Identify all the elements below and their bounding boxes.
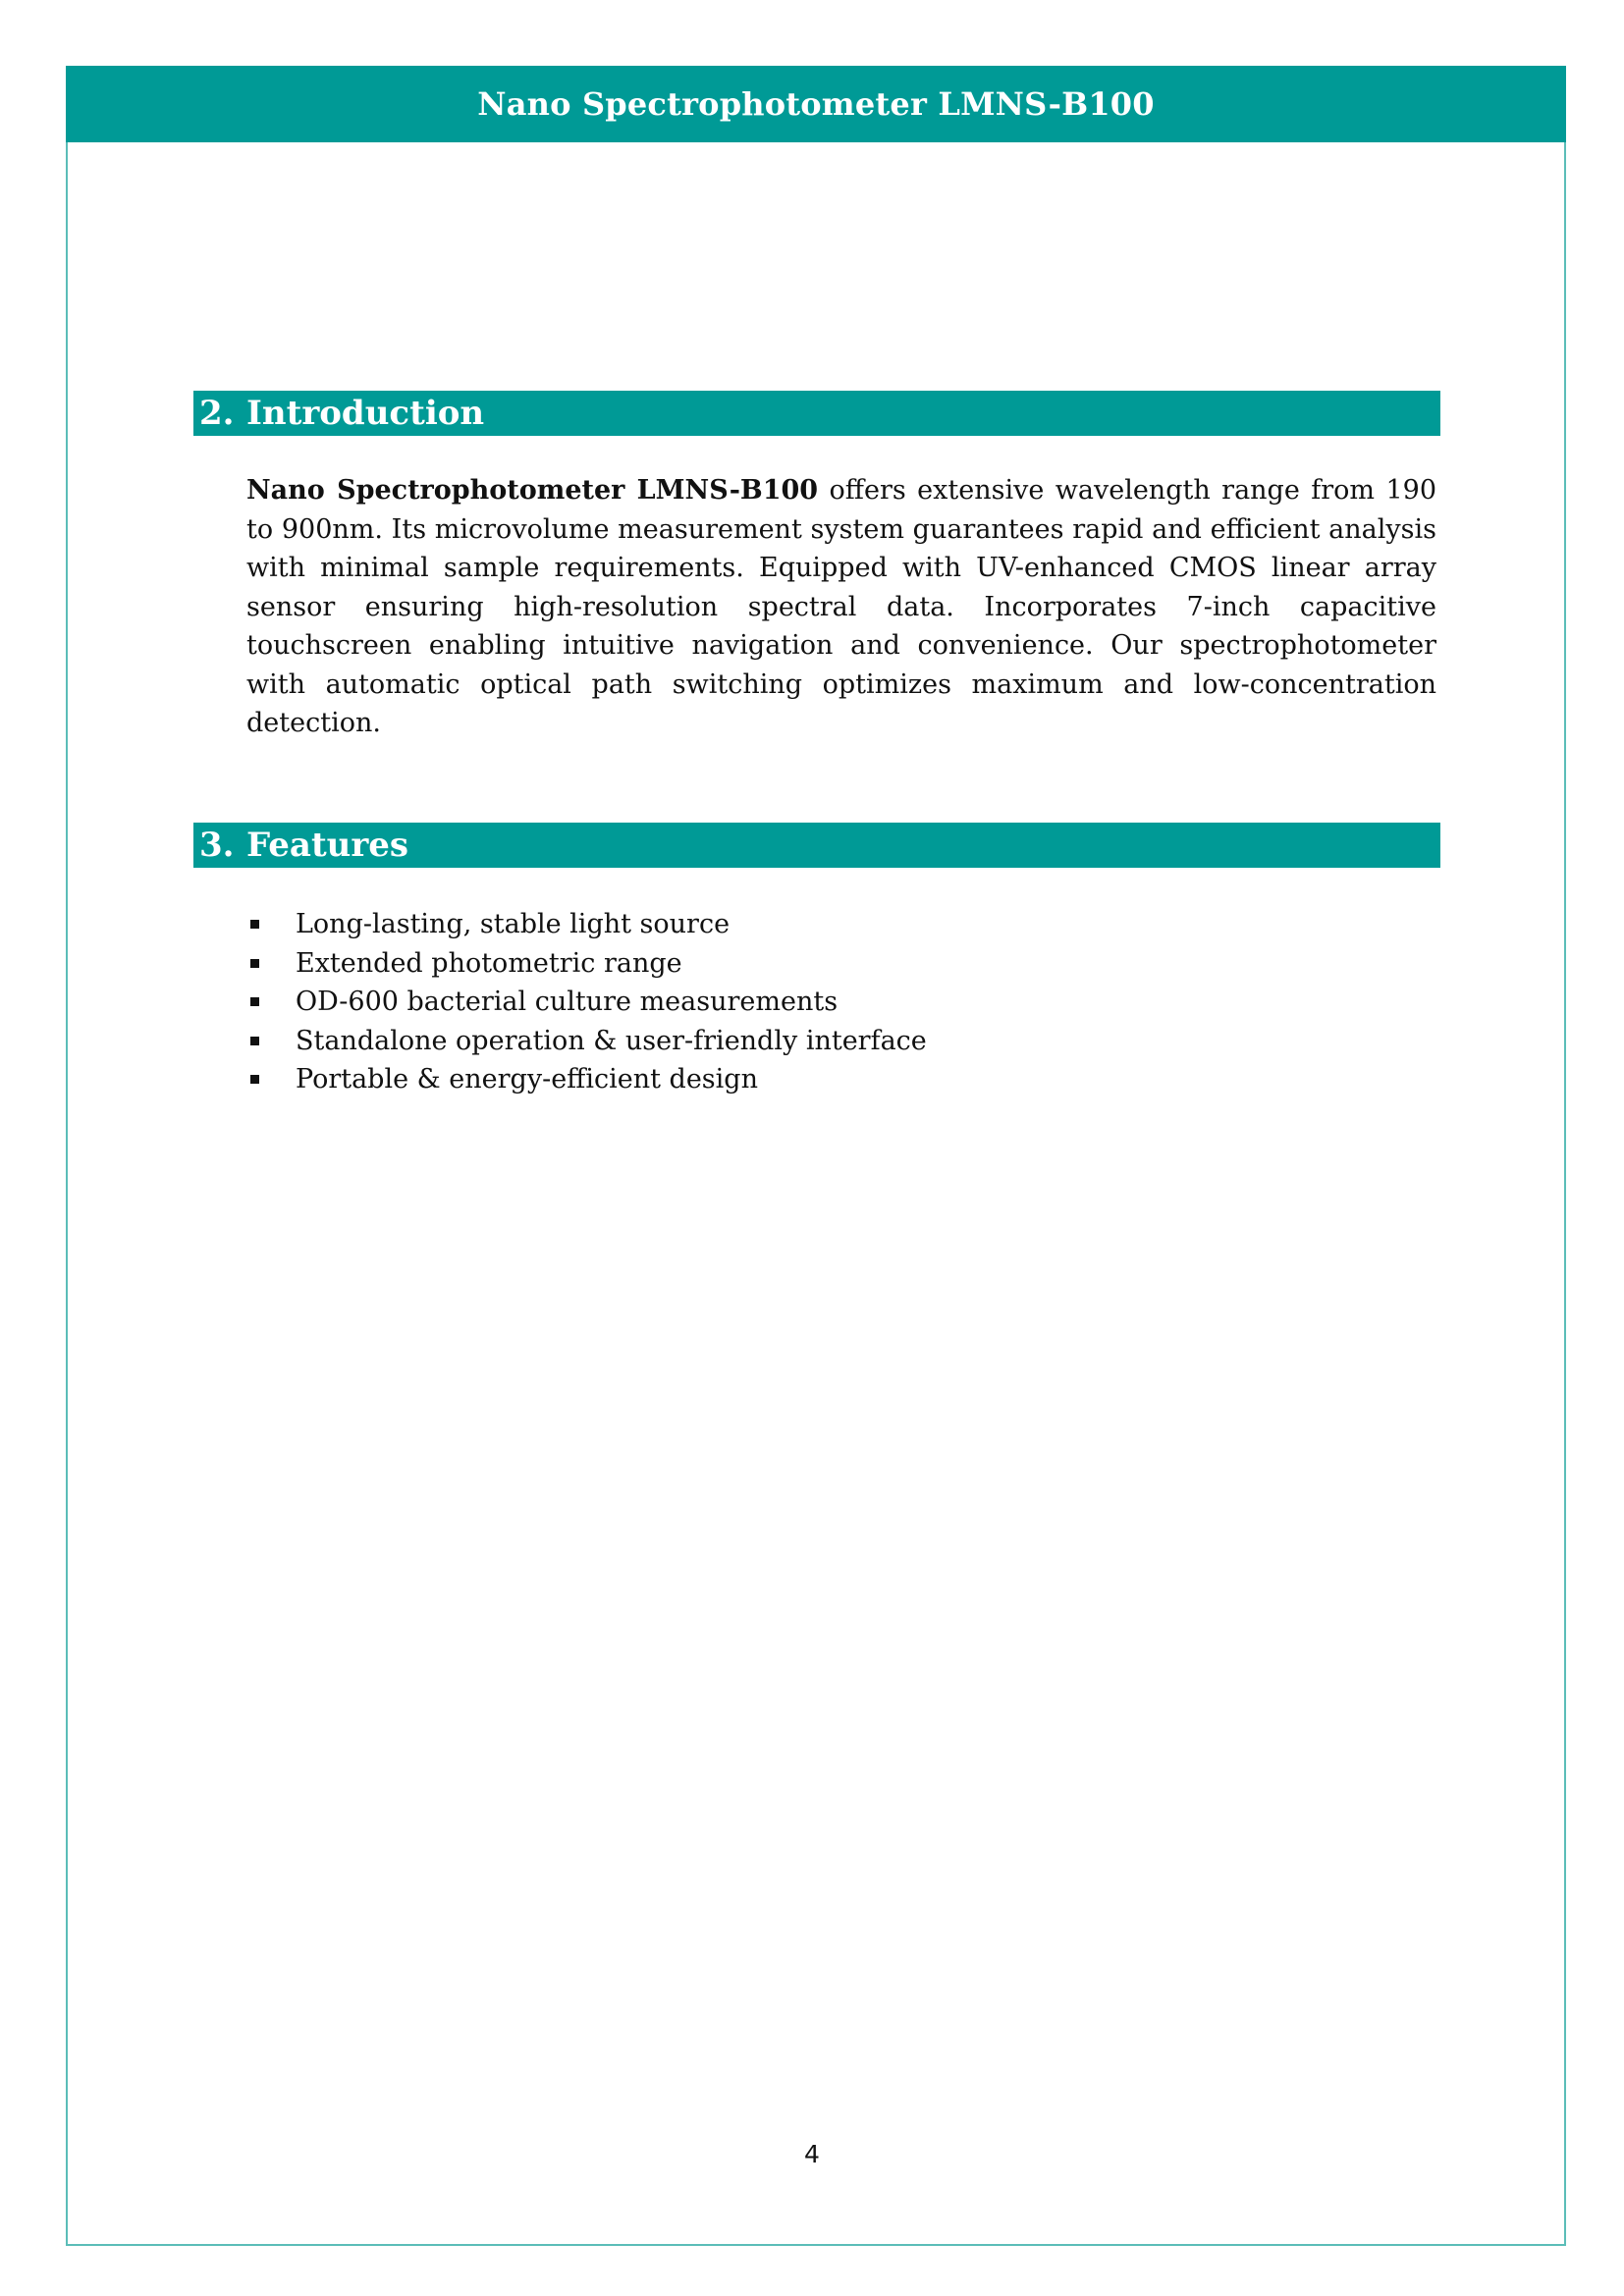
list-item [246,905,927,944]
feature-text: Standalone operation & user-friendly interface [296,1025,927,1056]
section-number: 3. [199,826,235,865]
square-bullet-icon [250,1037,259,1045]
list-item [246,1022,927,1061]
introduction-body: offers extensive wavelength range from 190 to 900nm. Its microvolume measurement system guarantees rapid and efficient analysis with minimal sample requirements. Equipped with UV-enhanced CMOS linear array sensor ensuring high-resolution spectral data. Incorporates 7-inch capacitive touchscreen enabling intuitive navigation and convenience. Our spectrophotometer with automatic optical path switching optimizes maximum and low-concentration detection. [246,475,1436,738]
square-bullet-icon [250,920,259,929]
square-bullet-icon [250,959,259,968]
feature-text: OD-600 bacterial culture measurements [296,987,839,1017]
product-name: Nano Spectrophotometer LMNS-B100 [246,475,819,506]
list-item [246,983,927,1022]
section-title: Features [246,826,409,865]
introduction-paragraph [246,471,1436,743]
page-number: 4 [804,2140,820,2168]
header-band [66,66,1566,142]
section-number: 2. [199,394,235,433]
section-title: Introduction [246,394,485,433]
list-item [246,944,927,984]
feature-text: Extended photometric range [296,947,682,979]
square-bullet-icon [250,1075,259,1084]
square-bullet-icon [250,997,259,1006]
list-item [246,1060,927,1099]
feature-list [246,905,927,1099]
document-title: Nano Spectrophotometer LMNS-B100 [477,85,1155,123]
feature-text: Portable & energy-efficient design [296,1064,758,1095]
feature-text: Long-lasting, stable light source [296,909,731,939]
section-heading-features [193,823,1440,868]
section-heading-introduction [193,391,1440,436]
